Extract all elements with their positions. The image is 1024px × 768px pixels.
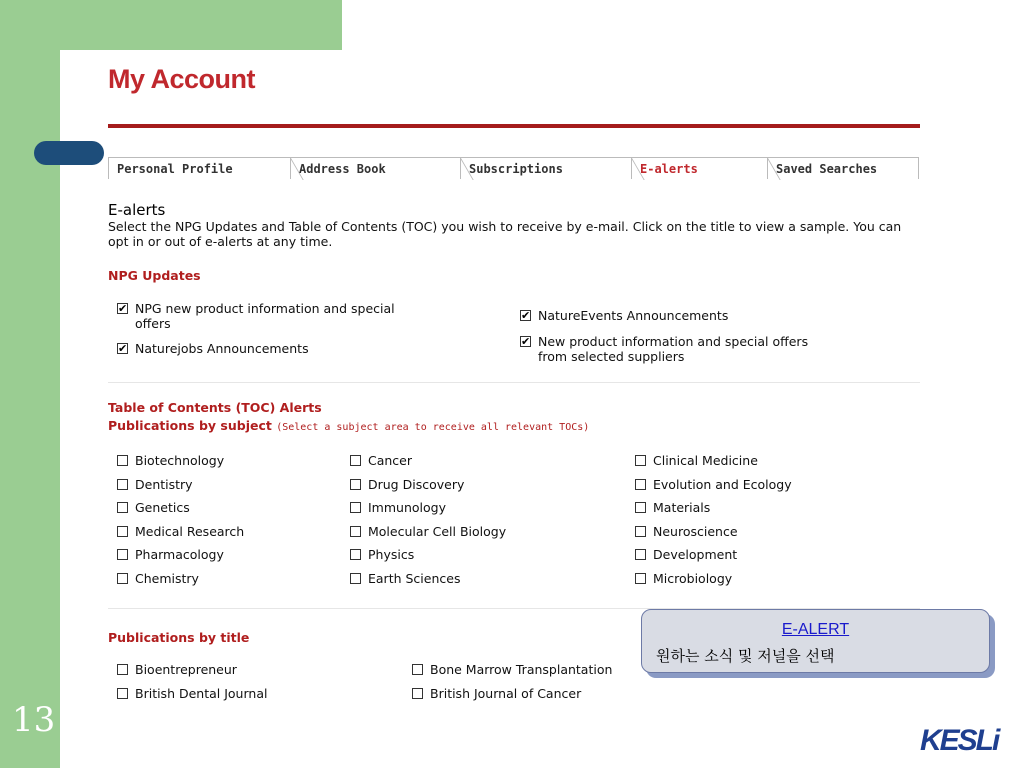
checkbox-label: Microbiology — [653, 570, 733, 586]
subject-option[interactable] — [350, 453, 412, 468]
subject-option[interactable] — [635, 453, 758, 468]
toc-subheading: Publications by subject — [108, 418, 272, 433]
subject-option[interactable] — [117, 571, 199, 586]
ealerts-heading: E-alerts — [108, 201, 166, 219]
checkbox-label: Molecular Cell Biology — [368, 523, 507, 539]
checkbox[interactable] — [350, 526, 361, 537]
npg-updates-heading: NPG Updates — [108, 268, 201, 283]
subject-option[interactable] — [350, 500, 446, 515]
checkbox-label: Bioentrepreneur — [135, 662, 237, 677]
checkbox-label: NPG new product information and special offers — [135, 301, 395, 331]
tab-saved-searches[interactable] — [767, 157, 919, 179]
page-title: My Account — [108, 64, 256, 94]
checkbox[interactable] — [117, 455, 128, 466]
toc-heading: Table of Contents (TOC) Alerts — [108, 400, 322, 415]
by-title-heading: Publications by title — [108, 630, 250, 645]
tab-label: Address Book — [299, 162, 386, 176]
checkbox-label: Chemistry — [135, 570, 199, 586]
account-tabs — [108, 157, 920, 179]
subject-option[interactable] — [635, 571, 732, 586]
checkbox[interactable] — [412, 664, 423, 675]
checkbox[interactable] — [520, 336, 531, 347]
title-rule — [108, 124, 920, 128]
tab-personal-profile[interactable] — [108, 157, 290, 179]
checkbox[interactable] — [117, 526, 128, 537]
checkbox-label: Biotechnology — [135, 453, 225, 468]
checkbox-label: Evolution and Ecology — [653, 476, 792, 492]
checkbox[interactable] — [635, 573, 646, 584]
annotation-callout — [641, 609, 990, 673]
subject-option[interactable] — [350, 547, 414, 562]
checkbox[interactable] — [117, 549, 128, 560]
checkbox[interactable] — [350, 502, 361, 513]
tab-subscriptions[interactable] — [460, 157, 631, 179]
checkbox-label: Cancer — [368, 453, 413, 468]
subject-option[interactable] — [635, 477, 792, 492]
checkbox-label: British Dental Journal — [135, 686, 268, 701]
subject-option[interactable] — [117, 524, 244, 539]
checkbox[interactable] — [635, 549, 646, 560]
tab-label: Subscriptions — [469, 162, 563, 176]
checkbox-label: Immunology — [368, 500, 446, 515]
toc-subheading-row — [108, 418, 589, 433]
checkbox[interactable] — [635, 455, 646, 466]
npg-option-naturejobs[interactable] — [117, 341, 417, 356]
checkbox[interactable] — [350, 455, 361, 466]
tab-label: Saved Searches — [776, 162, 878, 176]
checkbox[interactable] — [520, 310, 531, 321]
checkbox[interactable] — [117, 688, 128, 699]
subject-option[interactable] — [117, 547, 224, 562]
checkbox-label: Pharmacology — [135, 547, 224, 562]
subject-option[interactable] — [117, 500, 190, 515]
callout-link[interactable]: E-ALERT — [781, 621, 850, 638]
subject-option[interactable] — [635, 500, 710, 515]
npg-option-supplier-offers[interactable] — [520, 334, 820, 364]
tab-label: E-alerts — [640, 162, 698, 176]
checkbox-label: Naturejobs Announcements — [135, 341, 309, 356]
subject-option[interactable] — [635, 524, 738, 539]
title-option-british-cancer[interactable] — [412, 686, 581, 701]
checkbox-label: New product information and special offers from selected suppliers — [538, 334, 809, 364]
subject-option[interactable] — [117, 453, 224, 468]
tab-address-book[interactable] — [290, 157, 460, 179]
subject-option[interactable] — [117, 477, 193, 492]
checkbox-label: Drug Discovery — [368, 476, 465, 492]
checkbox[interactable] — [635, 502, 646, 513]
checkbox-label: Dentistry — [135, 476, 193, 492]
checkbox-label: Development — [653, 547, 738, 562]
checkbox[interactable] — [635, 526, 646, 537]
section-divider — [108, 382, 920, 383]
npg-option-product-info[interactable] — [117, 301, 417, 331]
checkbox[interactable] — [412, 688, 423, 699]
checkbox-label: Physics — [368, 547, 415, 562]
checkbox[interactable] — [117, 664, 128, 675]
checkbox-label: Medical Research — [135, 523, 245, 539]
title-option-british-dental[interactable] — [117, 686, 267, 701]
tab-label: Personal Profile — [117, 162, 233, 176]
checkbox-label: Earth Sciences — [368, 570, 461, 586]
subject-option[interactable] — [350, 571, 460, 586]
ealerts-description: Select the NPG Updates and Table of Contents (TOC) you wish to receive by e-mail. Click on the title to view a sample. You can opt in or out of e-alerts at any time. — [108, 219, 902, 249]
checkbox-label: Genetics — [135, 500, 190, 515]
checkbox[interactable] — [117, 479, 128, 490]
subject-option[interactable] — [350, 524, 506, 539]
slide-sidebar — [0, 0, 60, 768]
title-option-bone-marrow[interactable] — [412, 662, 612, 677]
checkbox-label: Bone Marrow Transplantation — [430, 662, 613, 677]
checkbox[interactable] — [350, 573, 361, 584]
title-option-bioentrepreneur[interactable] — [117, 662, 237, 677]
decorative-pill — [34, 141, 104, 165]
subject-option[interactable] — [350, 477, 464, 492]
callout-text: 원하는 소식 및 저널을 선택 — [656, 647, 835, 665]
npg-option-natureevents[interactable] — [520, 308, 840, 323]
checkbox-label: British Journal of Cancer — [430, 686, 582, 701]
checkbox[interactable] — [117, 502, 128, 513]
checkbox[interactable] — [635, 479, 646, 490]
checkbox-label: Clinical Medicine — [653, 453, 758, 468]
toc-hint: (Select a subject area to receive all relevant TOCs) — [276, 422, 590, 433]
checkbox[interactable] — [117, 303, 128, 314]
tab-e-alerts[interactable] — [631, 157, 767, 179]
page-number: 13 — [12, 700, 56, 740]
checkbox-label: NatureEvents Announcements — [538, 308, 729, 323]
subject-option[interactable] — [635, 547, 737, 562]
checkbox[interactable] — [117, 343, 128, 354]
kesli-logo: KESLi — [920, 724, 999, 757]
checkbox[interactable] — [117, 573, 128, 584]
checkbox-label: Materials — [653, 500, 711, 515]
checkbox[interactable] — [350, 549, 361, 560]
slide-top-band — [60, 0, 342, 50]
checkbox-label: Neuroscience — [653, 523, 738, 539]
checkbox[interactable] — [350, 479, 361, 490]
